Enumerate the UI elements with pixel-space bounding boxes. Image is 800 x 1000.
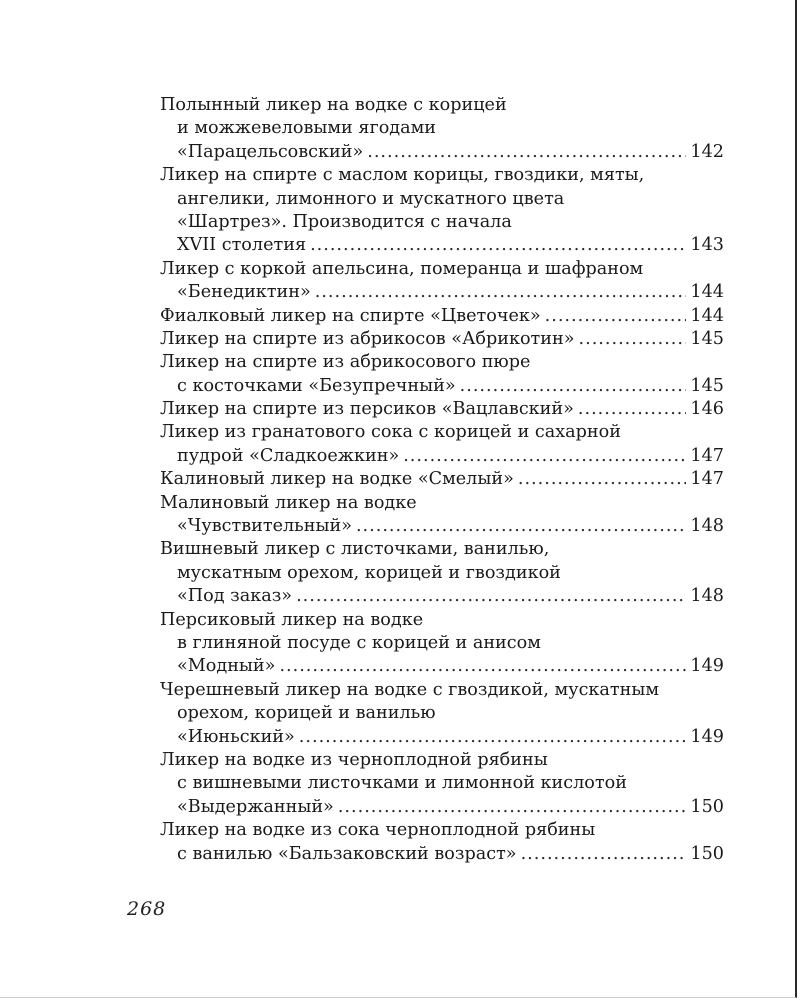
dot-leader bbox=[338, 796, 686, 819]
toc-entry-text: Ликер на спирте из абрикосов «Абрикотин» bbox=[160, 328, 575, 349]
toc-page-number: 147 bbox=[690, 445, 724, 466]
toc-page-number: 142 bbox=[690, 141, 724, 162]
toc-line bbox=[160, 468, 724, 491]
toc-line bbox=[160, 445, 724, 468]
toc-page-number: 145 bbox=[690, 375, 724, 396]
toc-entry bbox=[160, 328, 724, 351]
toc-entry-text: «Бенедиктин» bbox=[177, 282, 311, 303]
toc-entry-text: и можжевеловыми ягодами bbox=[177, 118, 437, 139]
dot-leader bbox=[356, 515, 686, 538]
toc-line bbox=[160, 281, 724, 304]
toc-entry bbox=[160, 398, 724, 421]
toc-line bbox=[160, 305, 724, 328]
toc-line bbox=[160, 188, 724, 211]
toc-entry-text: Полынный ликер на водке с корицей bbox=[160, 95, 507, 115]
toc-entry-text: «Выдержанный» bbox=[177, 796, 334, 817]
toc-page-number: 145 bbox=[690, 328, 724, 349]
toc-entry bbox=[160, 421, 724, 468]
toc-line bbox=[160, 796, 724, 819]
toc-page-number: 150 bbox=[690, 843, 724, 864]
dot-leader bbox=[279, 655, 686, 678]
toc-entry-text: Персиковый ликер на водке bbox=[160, 609, 424, 630]
toc-entry-text: Вишневый ликер с листочками, ванилью, bbox=[160, 539, 550, 560]
toc-entry bbox=[160, 305, 724, 328]
dot-leader bbox=[367, 141, 686, 164]
toc-page-number: 148 bbox=[690, 586, 724, 607]
toc-entry-text: мускатным орехом, корицей и гвоздикой bbox=[177, 562, 561, 583]
toc-entry-text: Ликер на спирте из персиков «Вацлавский» bbox=[160, 399, 574, 420]
toc-entry-text: Ликер из гранатового сока с корицей и сахарной bbox=[160, 422, 621, 443]
toc-entry bbox=[160, 819, 724, 866]
toc-line bbox=[160, 398, 724, 421]
toc-entry bbox=[160, 351, 724, 398]
toc-line bbox=[160, 234, 724, 257]
toc-entry-text: орехом, корицей и ванилью bbox=[177, 703, 436, 724]
toc-entry-text: Ликер на водке из сока черноплодной рябины bbox=[160, 820, 596, 841]
dot-leader bbox=[518, 468, 686, 491]
toc-entry-text: Ликер на спирте из абрикосового пюре bbox=[160, 352, 531, 373]
toc-line bbox=[160, 655, 724, 678]
dot-leader bbox=[310, 234, 686, 257]
toc-line bbox=[160, 585, 724, 608]
toc-line bbox=[160, 164, 724, 187]
table-of-contents bbox=[160, 94, 724, 866]
dot-leader bbox=[296, 585, 686, 608]
dot-leader bbox=[299, 726, 686, 749]
toc-entry-text: «Шартрез». Производится с начала bbox=[177, 211, 512, 232]
toc-entry-text: пудрой «Сладкоежкин» bbox=[177, 445, 400, 466]
toc-line bbox=[160, 538, 724, 561]
toc-entry-text: Ликер на водке из черноплодной рябины bbox=[160, 749, 548, 770]
toc-entry-text: в глиняной посуде с корицей и анисом bbox=[177, 632, 541, 653]
toc-entry-text: Ликер с коркой апельсина, померанца и шафраном bbox=[160, 258, 644, 279]
toc-entry-text: Калиновый ликер на водке «Смелый» bbox=[160, 469, 514, 490]
toc-entry-text: Фиалковый ликер на спирте «Цветочек» bbox=[160, 305, 541, 326]
toc-page-number: 146 bbox=[690, 399, 724, 420]
toc-line bbox=[160, 117, 724, 140]
page-number: 268 bbox=[127, 898, 167, 920]
toc-entry bbox=[160, 468, 724, 491]
toc-entry-text: «Под заказ» bbox=[177, 586, 293, 607]
toc-entry bbox=[160, 164, 724, 258]
toc-line bbox=[160, 702, 724, 725]
dot-leader bbox=[460, 375, 686, 398]
toc-entry-text: с ванилью «Бальзаковский возраст» bbox=[177, 843, 517, 864]
toc-page-number: 148 bbox=[690, 516, 724, 537]
toc-line bbox=[160, 328, 724, 351]
toc-line bbox=[160, 819, 724, 842]
toc-line bbox=[160, 258, 724, 281]
toc-line bbox=[160, 562, 724, 585]
toc-entry-text: Малиновый ликер на водке bbox=[160, 492, 417, 513]
toc-entry bbox=[160, 609, 724, 679]
toc-line bbox=[160, 843, 724, 866]
toc-page-number: 149 bbox=[690, 656, 724, 677]
toc-line bbox=[160, 141, 724, 164]
toc-entry-text: с вишневыми листочками и лимонной кислотой bbox=[177, 773, 627, 794]
dot-leader bbox=[521, 843, 686, 866]
dot-leader bbox=[403, 445, 686, 468]
toc-entry-text: XVII столетия bbox=[177, 235, 307, 256]
toc-entry-text: «Модный» bbox=[177, 656, 276, 677]
dot-leader bbox=[578, 398, 686, 421]
toc-entry bbox=[160, 538, 724, 608]
toc-entry-text: «Чувствительный» bbox=[177, 516, 352, 537]
toc-entry-text: Черешневый ликер на водке с гвоздикой, мускатным bbox=[160, 679, 660, 700]
toc-line bbox=[160, 749, 724, 772]
toc-line bbox=[160, 515, 724, 538]
toc-line bbox=[160, 609, 724, 632]
toc-entry-text: Ликер на спирте с маслом корицы, гвоздики, мяты, bbox=[160, 165, 645, 186]
toc-entry-text: с косточками «Безупречный» bbox=[177, 375, 456, 396]
toc-page-number: 144 bbox=[690, 282, 724, 303]
toc-entry bbox=[160, 258, 724, 305]
toc-entry-text: «Парацельсовский» bbox=[177, 141, 364, 162]
toc-entry bbox=[160, 749, 724, 819]
toc-line bbox=[160, 632, 724, 655]
toc-page-number: 147 bbox=[690, 469, 724, 490]
dot-leader bbox=[545, 305, 686, 328]
dot-leader bbox=[579, 328, 686, 351]
toc-line bbox=[160, 492, 724, 515]
toc-page-number: 144 bbox=[690, 305, 724, 326]
toc-entry bbox=[160, 94, 724, 164]
toc-line bbox=[160, 772, 724, 795]
toc-line bbox=[160, 421, 724, 444]
toc-line bbox=[160, 726, 724, 749]
toc-line bbox=[160, 211, 724, 234]
toc-line bbox=[160, 94, 724, 117]
toc-page-number: 143 bbox=[690, 235, 724, 256]
toc-entry-text: «Июньский» bbox=[177, 726, 295, 747]
toc-page-number: 150 bbox=[690, 796, 724, 817]
toc-line bbox=[160, 351, 724, 374]
dot-leader bbox=[315, 281, 686, 304]
toc-entry bbox=[160, 492, 724, 539]
toc-line bbox=[160, 679, 724, 702]
toc-page-number: 149 bbox=[690, 726, 724, 747]
toc-line bbox=[160, 375, 724, 398]
toc-entry bbox=[160, 679, 724, 749]
toc-entry-text: ангелики, лимонного и мускатного цвета bbox=[177, 188, 565, 209]
